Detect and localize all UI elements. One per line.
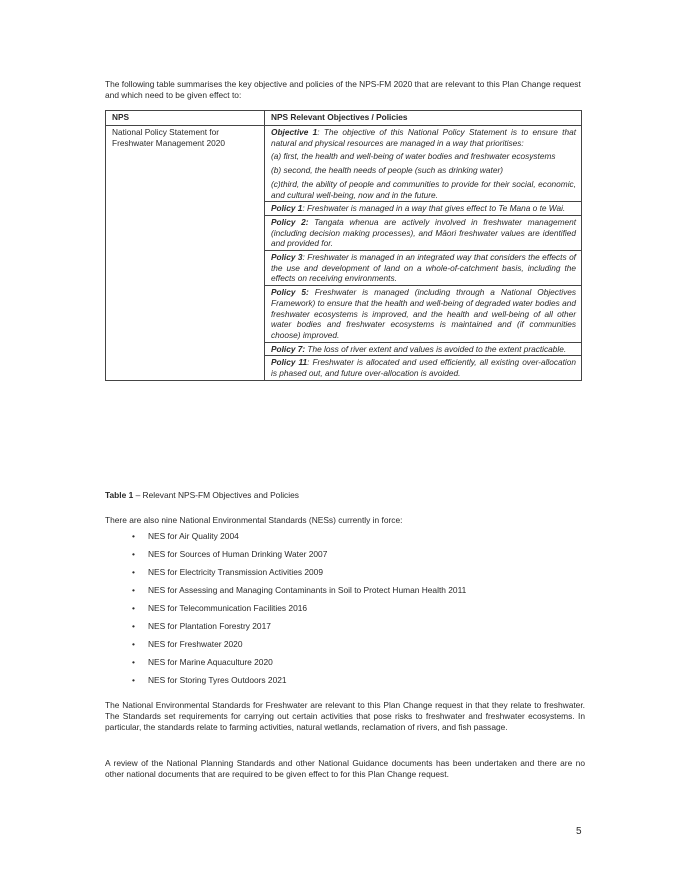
list-item-text: NES for Freshwater 2020 [148, 639, 243, 649]
table-row [106, 126, 582, 202]
nes-list [105, 527, 466, 689]
bullet-icon: • [132, 639, 135, 649]
policy-cell [265, 342, 582, 356]
policy-cell [265, 215, 582, 250]
header-nps: NPS [106, 111, 265, 126]
policy-label: Policy 2: [271, 216, 309, 227]
policy-label: Policy 11 [271, 357, 308, 368]
list-item [105, 617, 466, 635]
review-paragraph: A review of the National Planning Standards and other National Guidance documents has been undertaken and there are no other national documents that are required to be given effect to for this Plan Change request. [105, 758, 585, 780]
intro-paragraph: The following table summarises the key objective and policies of the NPS-FM 2020 that are relevant to this Plan Change request and which need to be given effect to: [105, 79, 581, 101]
bullet-icon: • [132, 585, 135, 595]
policy-cell [265, 251, 582, 286]
caption-label: Table 1 [105, 490, 134, 500]
policy-text: Tangata whenua are actively involved in freshwater management (including decision making processes), and Māori freshwater values are identified and provided for. [271, 216, 577, 249]
policy-label: Policy 5: [271, 287, 309, 298]
table-header-row [106, 111, 582, 126]
list-item [105, 563, 466, 581]
list-item-text: NES for Electricity Transmission Activities 2009 [148, 567, 324, 577]
bullet-icon: • [132, 675, 135, 685]
list-item-text: NES for Air Quality 2004 [148, 531, 239, 541]
objective-item: (a) first, the health and well-being of water bodies and freshwater ecosystems [271, 151, 556, 162]
nes-intro: There are also nine National Environmental Standards (NESs) currently in force: [105, 515, 403, 525]
list-item [105, 527, 466, 545]
list-item-text: NES for Telecommunication Facilities 2016 [148, 603, 308, 613]
nps-name-cell: National Policy Statement for Freshwater Management 2020 [106, 126, 265, 381]
objective-text: : The objective of this National Policy Statement is to ensure that natural and physical resources are managed in a way that prioritises: [271, 127, 576, 148]
caption-text: – Relevant NPS-FM Objectives and Policies [133, 490, 299, 500]
objective-cell [265, 126, 582, 202]
table-caption [105, 490, 299, 500]
list-item [105, 581, 466, 599]
bullet-icon: • [132, 531, 135, 541]
list-item-text: NES for Marine Aquaculture 2020 [148, 657, 273, 667]
policy-label: Policy 7: [271, 343, 306, 354]
bullet-icon: • [132, 567, 135, 577]
bullet-icon: • [132, 603, 135, 613]
list-item [105, 545, 466, 563]
nps-policies-table [105, 110, 582, 381]
list-item [105, 635, 466, 653]
list-item-text: NES for Plantation Forestry 2017 [148, 621, 271, 631]
policy-label: Policy 1 [271, 203, 303, 214]
policy-text: : Freshwater is managed in an integrated way that considers the effects of the use and development of land on a whole-of-catchment basis, including the effects on receiving environments. [271, 252, 576, 284]
header-objectives-policies: NPS Relevant Objectives / Policies [265, 111, 582, 126]
policy-label: Policy 3 [271, 252, 303, 263]
page-number: 5 [576, 826, 582, 837]
policy-cell [265, 356, 582, 380]
list-item [105, 599, 466, 617]
objective-item: (b) second, the health needs of people (such as drinking water) [271, 165, 503, 176]
freshwater-paragraph: The National Environmental Standards for Freshwater are relevant to this Plan Change request in that they relate to freshwater. The Standards set requirements for carrying out certain activities that pose risks to freshwater and freshwater ecosystems. In particular, the standards relate to farming activities, natural wetlands, reclamation of rivers, and fish passage. [105, 700, 585, 733]
list-item [105, 653, 466, 671]
policy-cell [265, 202, 582, 216]
policy-text: The loss of river extent and values is avoided to the extent practicable. [305, 343, 567, 354]
list-item-text: NES for Sources of Human Drinking Water 2007 [148, 549, 328, 559]
policy-text: Freshwater is managed (including through a National Objectives Framework) to ensure that the health and well-being of degraded water bodies and freshwater ecosystems is improved, and the health and well-being of all other water bodies and freshwater ecosystems is maintained and (if communities choose) improved. [271, 287, 576, 340]
list-item [105, 671, 466, 689]
policy-text: : Freshwater is allocated and used efficiently, all existing over-allocation is phased out, and future over-allocation is avoided. [271, 357, 577, 379]
list-item-text: NES for Storing Tyres Outdoors 2021 [148, 675, 287, 685]
policy-cell [265, 286, 582, 343]
policy-text: : Freshwater is managed in a way that gives effect to Te Mana o te Wai. [302, 203, 566, 214]
bullet-icon: • [132, 549, 135, 559]
objective-item: (c)third, the ability of people and communities to provide for their social, economic, and cultural well-being, now and in the future. [271, 178, 576, 200]
list-item-text: NES for Assessing and Managing Contaminants in Soil to Protect Human Health 2011 [148, 585, 467, 595]
objective-label: Objective 1 [271, 127, 318, 137]
bullet-icon: • [132, 657, 135, 667]
bullet-icon: • [132, 621, 135, 631]
